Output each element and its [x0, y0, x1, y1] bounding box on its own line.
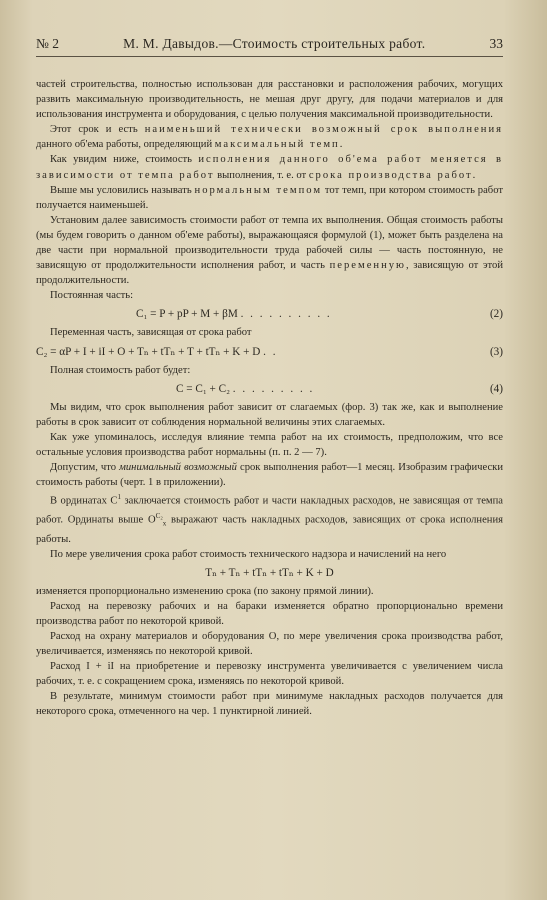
- paragraph-5: Установим далее зависимость стоимости работ от темпа их выполнения. Общая стоимость работы (мы будем говорить о данном об'еме работы), выражающаяся формулой (1), может быть разделена на две части при нормальной производительности труда рабочей силы — часть постоянную, не зависящую от продолжительности исполнения работ, и часть переменную, зависящую от этой продолжительности.: [36, 214, 503, 287]
- page-number: 33: [489, 36, 503, 51]
- paragraph-16: Расход на охрану материалов и оборудования О, по мере увеличения срока производства работ, увеличивается, изменяясь по некоторой кривой.: [36, 630, 503, 658]
- paragraph-17: Расход I + iI на приобретение и перевозку инструмента увеличивается с увеличением числа рабочих, т. е. с сокращением срока, изменяясь по некоторой кривой.: [36, 661, 503, 688]
- formula-number-4: (4): [489, 382, 503, 395]
- paragraph-9: Мы видим, что срок выполнения работ зависит от слагаемых (фор. 3) так же, как и выполнение работы в срок зависит от соблюдения нормальной величины этих слагаемых.: [36, 401, 503, 428]
- paragraph-4: Выше мы условились называть нормальным темпом тот темп, при котором стоимость работ получается наименьшей.: [36, 184, 503, 211]
- paragraph-15: Расход на перевозку рабочих и на бараки изменяется обратно пропорционально времени производства работ по некоторой кривой.: [36, 600, 503, 627]
- formula-number-2: (2): [489, 308, 503, 321]
- issue-number: № 2: [36, 36, 60, 51]
- formula-number-3: (3): [489, 345, 503, 358]
- paragraph-6: Постоянная часть:: [50, 290, 134, 302]
- paragraph-7: Переменная часть, зависящая от срока работ: [50, 327, 252, 339]
- paragraph-1: частей строительства, полностью использован для расстановки и расположения рабочих, могущих развить максимальную производительность, не мешая друг другу, для подачи материалов и для использования инструмента и оборудования, с целью получения максимальной производительности.: [36, 79, 503, 121]
- formula-5: Tₙ + Tₙ + tTₙ + tTₙ + K + D: [205, 566, 334, 579]
- paragraph-14: изменяется пропорционально изменению срока (по закону прямой линии).: [36, 585, 374, 597]
- paragraph-12: В ординатах $С^1$ заключается стоимость работ и части накладных расходов, не зависящая от темпа работ. Ординаты выше $О^{С_2}_x$ выражают часть накладных расходов, зависящих от срока исполнения работы.: [36, 493, 503, 545]
- running-header: [36, 36, 503, 57]
- formula-4: C = C₁ + C₂ . . . . . . . . . (4): [176, 382, 503, 395]
- paragraph-10: Как уже упоминалось, исследуя влияние темпа работ на их стоимость, предположим, что все остальные условия производства работ нормальны (п. п. 2 — 7).: [36, 431, 503, 458]
- formula-3: C₂ = αP + I + iI + O + Tₙ + tTₙ + T + tTₙ + K + D . . (3): [36, 345, 503, 358]
- paragraph-8: Полная стоимость работ будет:: [50, 364, 191, 376]
- formula-2: C₁ = P + pP + M + βM . . . . . . . . . . (2): [136, 308, 503, 321]
- paragraph-2: Этот срок и есть наименьший технически возможный срок выполнения данного об'ема работы, определяющий максимальный темп.: [36, 124, 503, 151]
- author-title: М. М. Давыдов.—Стоимость строительных работ.: [123, 36, 426, 51]
- paragraph-13: По мере увеличения срока работ стоимость технического надзора и начислений на него: [50, 548, 447, 560]
- paragraph-18: В результате, минимум стоимости работ при минимуме накладных расходов получается для некоторого срока, отмеченного на чер. 1 пунктирной линией.: [36, 691, 503, 718]
- paragraph-3: Как увидим ниже, стоимость исполнения данного об'ема работ меняется в зависимости от темпа работ выполнения, т. е. от срока производства работ.: [36, 154, 503, 181]
- body-text: [36, 77, 503, 720]
- paragraph-11: Допустим, что минимальный возможный срок выполнения работ—1 месяц. Изобразим графически стоимость работы (черт. 1 в приложении).: [36, 461, 503, 489]
